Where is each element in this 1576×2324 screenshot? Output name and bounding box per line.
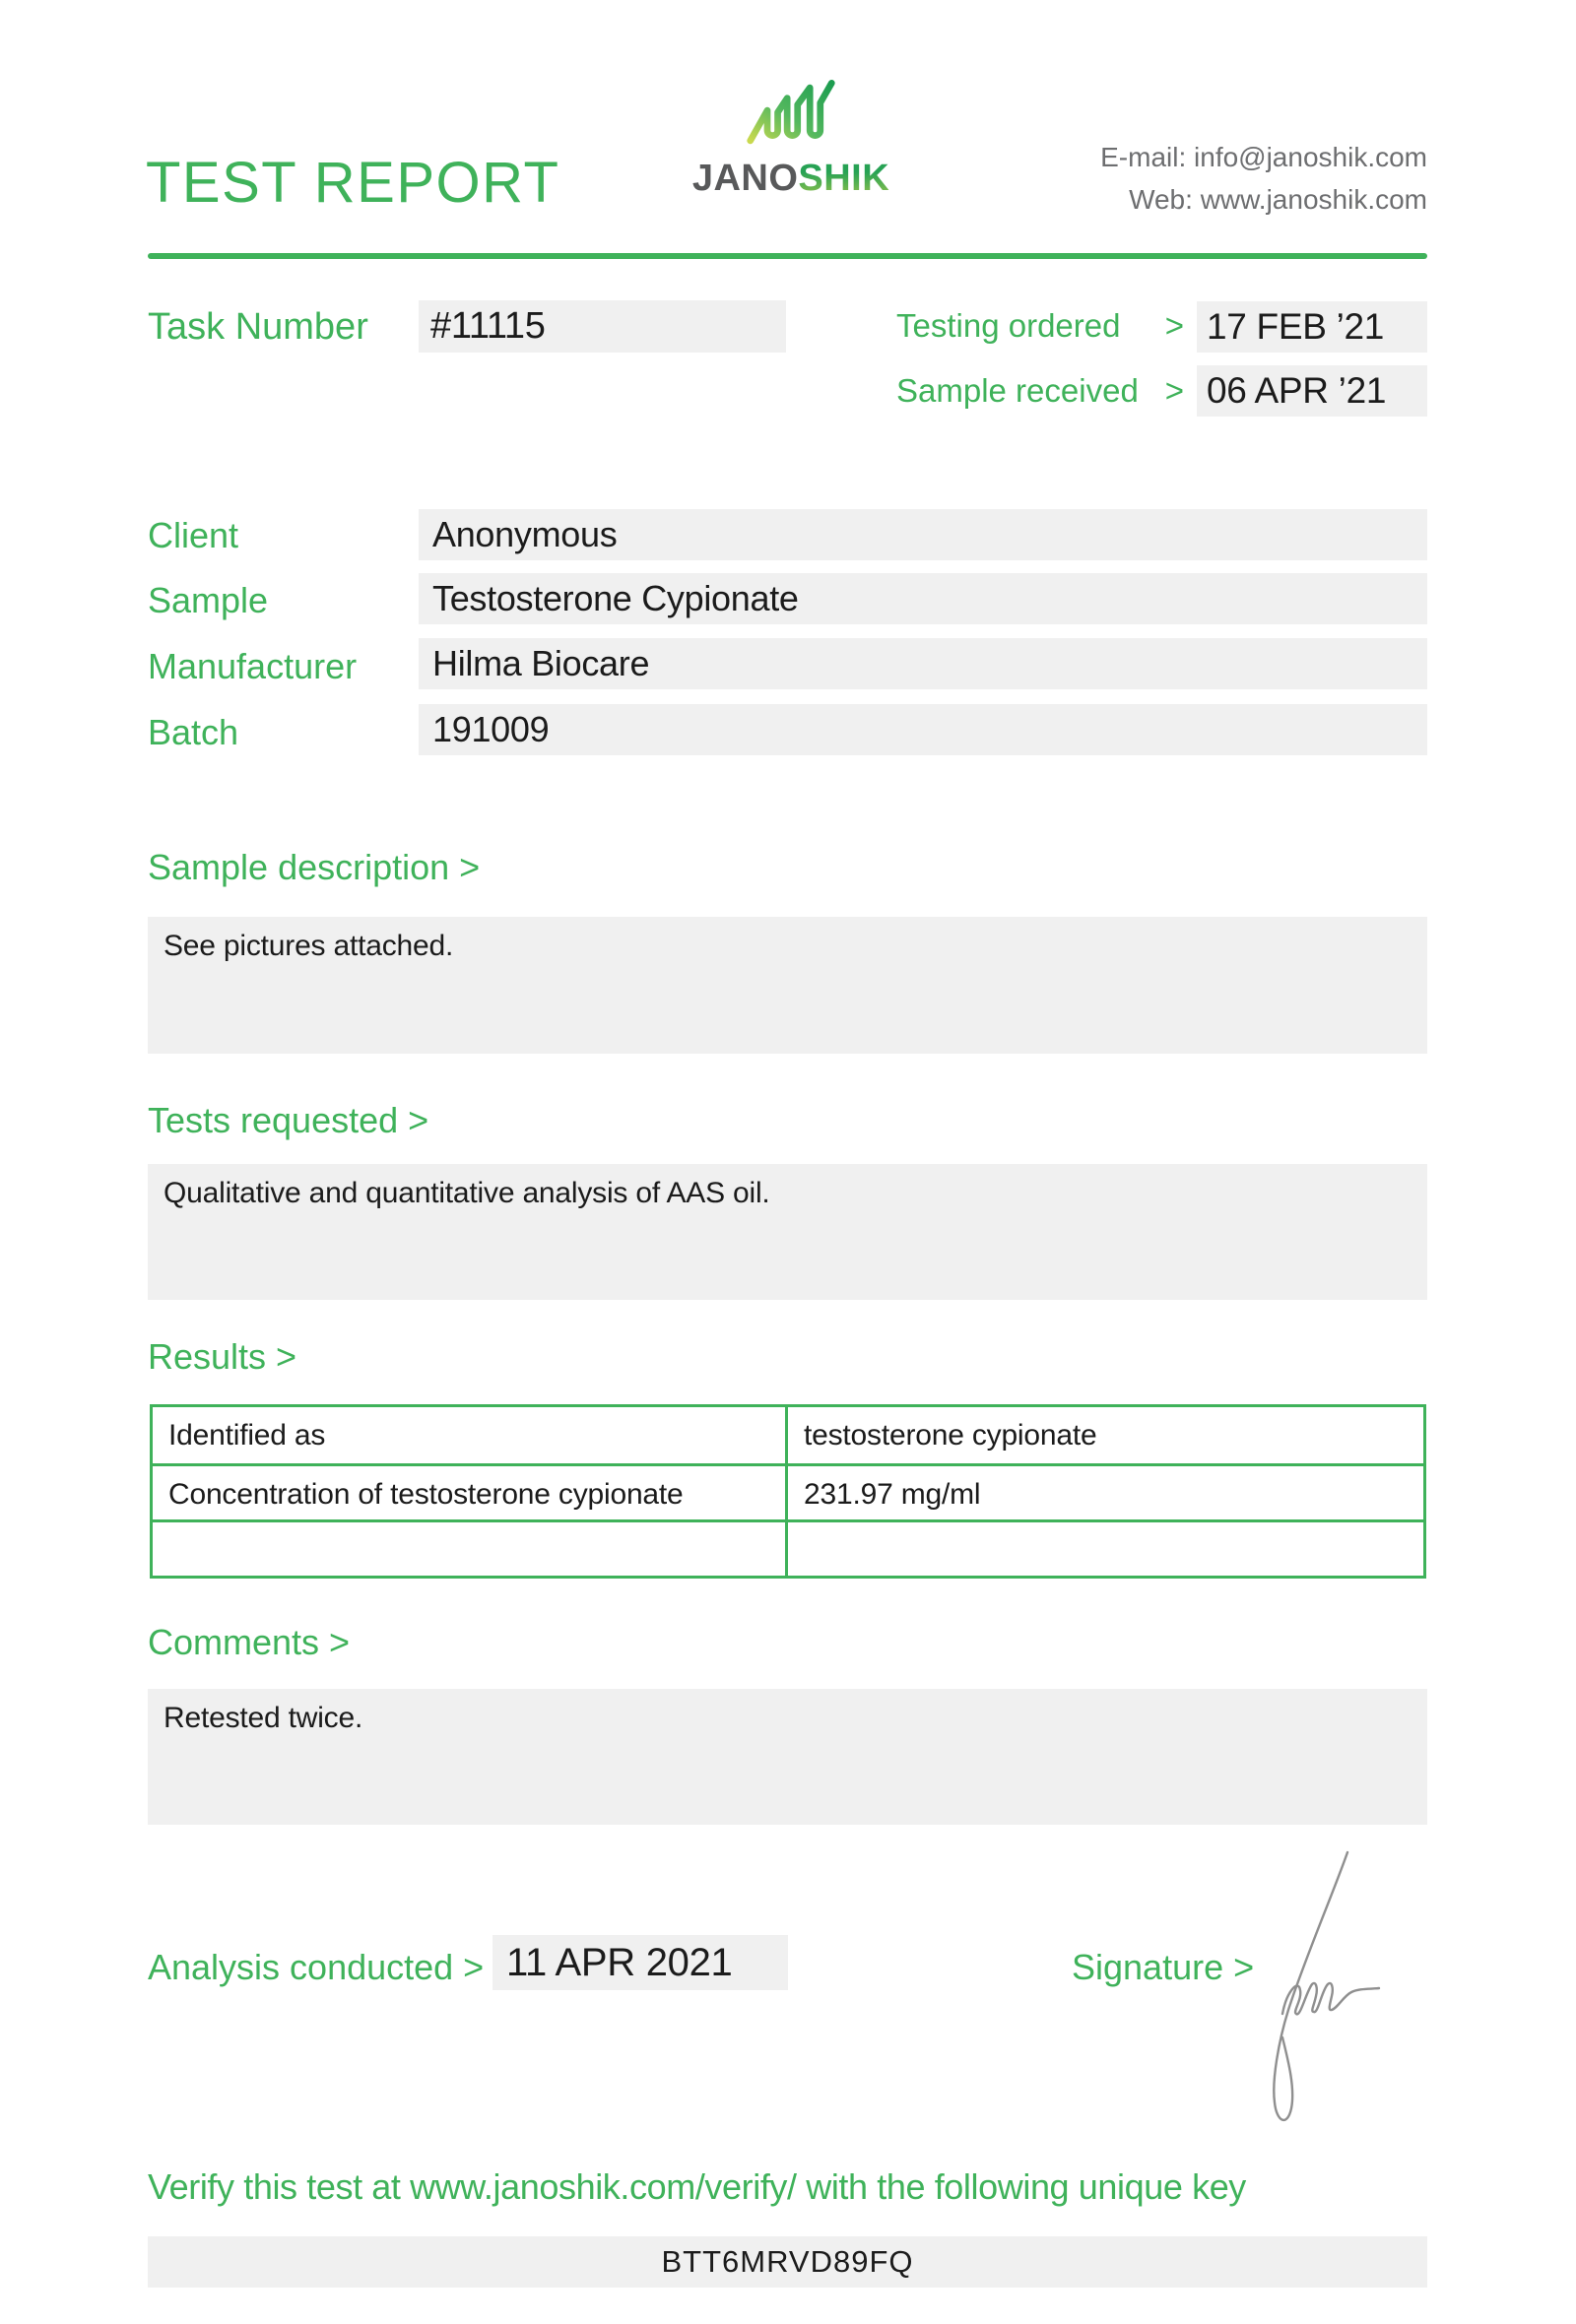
signature-image (1253, 1844, 1386, 2135)
testing-ordered-text: Testing ordered (896, 307, 1121, 344)
sample-received-label (896, 372, 1184, 410)
verify-key-box (148, 2236, 1427, 2288)
results-row-empty (153, 1519, 1423, 1576)
chart-growth-icon (744, 73, 838, 156)
sample-received-date: 06 APR ’21 (1207, 370, 1387, 411)
tests-requested-box (148, 1164, 1427, 1300)
batch-label: Batch (148, 712, 239, 752)
results-cell-value (788, 1522, 1423, 1576)
sample-received-arrow: > (1164, 372, 1184, 409)
janoshik-logo (678, 73, 904, 200)
testing-ordered-date: 17 FEB ’21 (1207, 306, 1385, 347)
results-row-concentration (153, 1463, 1423, 1519)
task-number-label: Task Number (148, 306, 368, 348)
sample-description-box (148, 917, 1427, 1054)
comments-box (148, 1689, 1427, 1825)
sample-description-text: See pictures attached. (164, 930, 454, 962)
analysis-date-box (492, 1935, 788, 1990)
testing-ordered-value-box (1197, 301, 1427, 353)
task-number-value: #11115 (430, 305, 546, 347)
brand-jano: JANO (691, 158, 799, 199)
sample-received-text: Sample received (896, 372, 1139, 409)
sample-value-box (419, 573, 1427, 624)
tests-requested-text: Qualitative and quantitative analysis of AAS oil. (164, 1177, 770, 1209)
comments-text: Retested twice. (164, 1702, 363, 1734)
results-cell-value: testosterone cypionate (804, 1419, 1097, 1452)
client-label: Client (148, 515, 239, 555)
brand-wordmark (678, 158, 904, 200)
tests-requested-heading: Tests requested > (148, 1100, 429, 1140)
header-divider (148, 253, 1427, 259)
sample-received-value-box (1197, 365, 1427, 417)
sample-label: Sample (148, 580, 269, 620)
results-row-identified (153, 1407, 1423, 1463)
analysis-date: 11 APR 2021 (506, 1941, 733, 1984)
contact-web: Web: www.janoshik.com (1129, 183, 1427, 215)
results-cell-value: 231.97 mg/ml (804, 1478, 981, 1511)
batch-value: 191009 (432, 709, 550, 749)
analysis-conducted-label: Analysis conducted > (148, 1947, 485, 1987)
contact-email: E-mail: info@janoshik.com (1100, 142, 1427, 172)
verify-instruction: Verify this test at www.janoshik.com/verify/ with the following unique key (148, 2166, 1246, 2207)
results-table (150, 1404, 1426, 1579)
sample-value: Testosterone Cypionate (432, 578, 799, 618)
comments-heading: Comments > (148, 1622, 351, 1662)
sample-description-heading: Sample description > (148, 847, 481, 887)
results-heading: Results > (148, 1336, 297, 1377)
manufacturer-label: Manufacturer (148, 646, 358, 686)
signature-label: Signature > (1072, 1947, 1255, 1987)
testing-ordered-arrow: > (1164, 307, 1184, 344)
contact-block (1100, 137, 1427, 221)
manufacturer-value: Hilma Biocare (432, 643, 650, 683)
brand-shik: SHIK (798, 158, 890, 199)
verify-key: BTT6MRVD89FQ (661, 2244, 914, 2279)
results-cell-label (153, 1522, 788, 1576)
task-number-value-box (419, 300, 786, 353)
client-value: Anonymous (432, 514, 618, 554)
results-cell-label: Identified as (153, 1407, 788, 1463)
manufacturer-value-box (419, 638, 1427, 689)
page-title: TEST REPORT (146, 151, 560, 215)
testing-ordered-label (896, 307, 1184, 345)
results-cell-label: Concentration of testosterone cypionate (153, 1466, 788, 1519)
client-value-box (419, 509, 1427, 560)
batch-value-box (419, 704, 1427, 755)
